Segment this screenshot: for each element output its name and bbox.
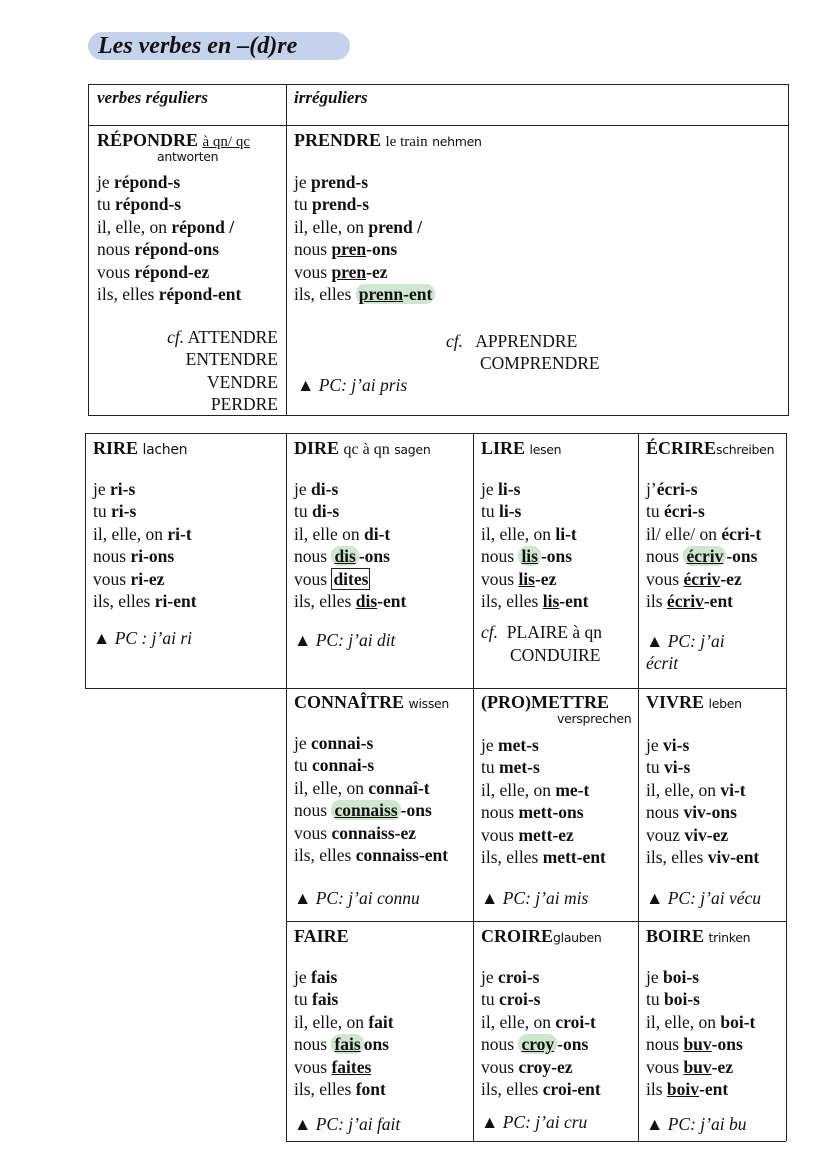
verb-card-prendre bbox=[294, 130, 774, 305]
translation-note: wissen bbox=[408, 696, 450, 711]
conjugation-line: vous écriv-ez bbox=[646, 568, 742, 589]
passe-compose: ▲ PC: j’ai bu bbox=[646, 1114, 747, 1135]
verb-card-mettre bbox=[481, 692, 632, 909]
conjugation-line: ils, elles mett-ent bbox=[481, 847, 606, 868]
conjugation-line: tu di-s bbox=[294, 501, 340, 522]
passe-compose: ▲ PC: j’ai vécu bbox=[646, 888, 761, 909]
verb-card-dire: DIRE qc à qn sagen je di-s tu di-s il, elle on di-t nous dis -ons vous dites ils, elles dis-ent ▲ PC: j’ai dit bbox=[294, 438, 431, 651]
translation-note: lachen bbox=[142, 442, 188, 458]
verb-preposition: à qn/ qc bbox=[202, 134, 250, 150]
conjugation-line: vous ri-ez bbox=[93, 568, 165, 589]
conjugation-line: il, elle, on connaî-t bbox=[294, 777, 430, 798]
conjugation-line: je di-s bbox=[294, 479, 339, 499]
conjugation-line: tu boi-s bbox=[646, 989, 700, 1010]
conjugation-line: ils, elles font bbox=[294, 1079, 386, 1100]
conjugation-line: tu écri-s bbox=[646, 501, 705, 522]
conjugation-line: je répond-s bbox=[97, 172, 181, 192]
verb-card-lire bbox=[481, 438, 602, 666]
passe-compose: ▲ PC: j’ai mis bbox=[481, 888, 589, 909]
translation-note: antworten bbox=[157, 149, 219, 164]
conjugation-line: il, elle, on répond / bbox=[97, 216, 235, 237]
triangle-icon: ▲ bbox=[294, 1114, 312, 1135]
conjugation-line: il, elle, on croi-t bbox=[481, 1011, 596, 1032]
verb-card-vivre bbox=[646, 692, 761, 909]
verb-card-connaitre bbox=[294, 692, 449, 909]
conjugation-line: nous buv-ons bbox=[646, 1034, 743, 1055]
conjugation-line: vous faites bbox=[294, 1056, 372, 1077]
verb-name: (PRO)METTRE bbox=[481, 692, 609, 712]
translation-note: glauben bbox=[553, 930, 602, 945]
verb-name: LIRE bbox=[481, 438, 526, 458]
conjugation-line: il, elle, on me-t bbox=[481, 779, 590, 800]
conjugation-line: vous buv-ez bbox=[646, 1056, 734, 1077]
verb-name: DIRE bbox=[294, 438, 340, 458]
conjugation-line: ils, elles ri-ent bbox=[93, 591, 197, 612]
conjugation-line: ils, elles viv-ent bbox=[646, 847, 760, 868]
conjugation-line: je li-s bbox=[481, 479, 521, 499]
conjugation-line: nous répond-ons bbox=[97, 239, 220, 260]
conjugation-line: nous ri-ons bbox=[93, 546, 175, 567]
verb-card-ecrire bbox=[646, 438, 774, 674]
verb-name: ÉCRIRE bbox=[646, 438, 717, 458]
col-header-irregular: irréguliers bbox=[294, 88, 368, 107]
conjugation-line: tu met-s bbox=[481, 757, 540, 778]
conjugation-line: nous dis -ons bbox=[294, 546, 390, 567]
conjugation-line: il, elle, on prend / bbox=[294, 216, 423, 237]
regular-irregular-table bbox=[88, 84, 789, 416]
translation-note: versprechen bbox=[557, 711, 632, 726]
triangle-icon: ▲ bbox=[481, 888, 499, 909]
verb-card-faire bbox=[294, 926, 400, 1135]
conjugation-line: tu ri-s bbox=[93, 501, 137, 522]
conjugation-line: vous répond-ez bbox=[97, 261, 210, 282]
triangle-icon: ▲ bbox=[646, 1114, 664, 1135]
passe-compose: ▲ PC: j’ai écrit bbox=[646, 631, 725, 674]
conjugation-line: tu fais bbox=[294, 989, 339, 1010]
conjugation-line: je met-s bbox=[481, 735, 539, 755]
conjugation-line: tu croi-s bbox=[481, 989, 541, 1010]
translation-note: lesen bbox=[529, 442, 562, 457]
conjugation-line: tu répond-s bbox=[97, 194, 182, 215]
triangle-icon: ▲ bbox=[294, 888, 312, 909]
conjugation-line: il/ elle/ on écri-t bbox=[646, 523, 762, 544]
passe-compose: ▲ PC: j’ai cru bbox=[481, 1112, 588, 1133]
passe-compose: ▲ PC : j’ai ri bbox=[93, 628, 192, 649]
translation-note: schreiben bbox=[716, 442, 775, 457]
verb-card-rire bbox=[93, 438, 197, 649]
conjugation-line: ils boiv-ent bbox=[646, 1079, 729, 1100]
conjugation-line: j’écri-s bbox=[646, 479, 698, 499]
triangle-icon: ▲ bbox=[93, 628, 111, 649]
conjugation-line: nous mett-ons bbox=[481, 802, 584, 823]
triangle-icon: ▲ bbox=[646, 631, 664, 652]
conjugation-line: vous croy-ez bbox=[481, 1056, 573, 1077]
conjugation-line: nous croy -ons bbox=[481, 1034, 589, 1055]
cf-list: cf. PLAIRE à qn CONDUIRE bbox=[481, 622, 603, 665]
conjugation-line: ils, elles lis-ent bbox=[481, 591, 589, 612]
conjugation-line: nous écriv -ons bbox=[646, 546, 758, 567]
verb-name: FAIRE bbox=[294, 926, 349, 946]
conjugation-line: nous lis -ons bbox=[481, 546, 573, 567]
conjugation-line: nous viv-ons bbox=[646, 802, 737, 823]
conjugation-line: vous dites bbox=[294, 568, 369, 589]
cf-list-regular: cf. ATTENDRE ENTENDRE VENDRE PERDRE bbox=[167, 327, 278, 415]
col-header-regular: verbes réguliers bbox=[97, 88, 208, 107]
conjugation-line: ils, elles répond-ent bbox=[97, 284, 242, 305]
translation-note: sagen bbox=[394, 442, 431, 457]
verb-example: le train bbox=[385, 134, 428, 150]
conjugation-line: je ri-s bbox=[93, 479, 136, 499]
translation-note: nehmen bbox=[432, 134, 482, 149]
conjugation-line: je vi-s bbox=[646, 735, 690, 755]
verb-name: CROIRE bbox=[481, 926, 554, 946]
conjugation-line: vous mett-ez bbox=[481, 824, 574, 845]
verb-name: PRENDRE bbox=[294, 130, 382, 150]
conjugation-line: ils, elles connaiss-ent bbox=[294, 845, 449, 866]
triangle-icon: ▲ bbox=[481, 1112, 499, 1133]
conjugation-line: il, elle, on boi-t bbox=[646, 1011, 756, 1032]
conjugation-line: je boi-s bbox=[646, 967, 699, 987]
conjugation-line: il, elle, on vi-t bbox=[646, 779, 746, 800]
conjugation-line: je connai-s bbox=[294, 733, 374, 753]
triangle-icon: ▲ bbox=[297, 375, 315, 395]
conjugation-line: ils, elles prenn-ent bbox=[294, 283, 774, 305]
conjugation-line: vous pren-ez bbox=[294, 261, 388, 282]
verb-card-repondre bbox=[97, 130, 282, 305]
conjugation-line: je prend-s bbox=[294, 172, 369, 192]
conjugation-line: tu connai-s bbox=[294, 755, 375, 776]
conjugation-line: nous pren-ons bbox=[294, 239, 398, 260]
translation-note: leben bbox=[708, 696, 742, 711]
conjugation-line: vous connaiss-ez bbox=[294, 822, 417, 843]
conjugation-line: je fais bbox=[294, 967, 338, 987]
conjugation-line: nous fais ons bbox=[294, 1034, 389, 1055]
passe-compose: ▲ PC: j’ai fait bbox=[294, 1114, 401, 1135]
conjugation-line: ils écriv-ent bbox=[646, 591, 733, 612]
conjugation-line: vouz viv-ez bbox=[646, 824, 729, 845]
page-title: Les verbes en –(d)re bbox=[88, 32, 350, 60]
verb-card-croire bbox=[481, 926, 601, 1133]
translation-note: trinken bbox=[708, 930, 751, 945]
conjugation-line: je croi-s bbox=[481, 967, 540, 987]
triangle-icon: ▲ bbox=[646, 888, 664, 909]
verb-name: RIRE bbox=[93, 438, 139, 458]
verb-name: RÉPONDRE bbox=[97, 130, 199, 150]
conjugation-line: il, elle, on li-t bbox=[481, 523, 577, 544]
passe-compose: ▲ PC: j’ai dit bbox=[294, 630, 396, 651]
passe-compose-prendre: ▲ PC: j’ai pris bbox=[297, 375, 408, 395]
cf-list-prendre: cf. APPRENDRE COMPRENDRE bbox=[446, 331, 600, 374]
conjugation-line: vous lis-ez bbox=[481, 568, 557, 589]
verb-card-boire bbox=[646, 926, 755, 1135]
conjugation-line: ils, elles dis-ent bbox=[294, 591, 407, 612]
conjugation-line: tu prend-s bbox=[294, 194, 370, 215]
conjugation-line: il, elle, on ri-t bbox=[93, 523, 192, 544]
conjugation-line: tu vi-s bbox=[646, 757, 691, 778]
conjugation-line: il, elle on di-t bbox=[294, 523, 391, 544]
verb-name: VIVRE bbox=[646, 692, 705, 712]
conjugation-line: il, elle, on fait bbox=[294, 1011, 394, 1032]
conjugation-line: ils, elles croi-ent bbox=[481, 1079, 601, 1100]
verb-name: CONNAÎTRE bbox=[294, 692, 405, 712]
triangle-icon: ▲ bbox=[294, 630, 312, 651]
conjugation-line: nous connaiss -ons bbox=[294, 800, 432, 821]
verb-name: BOIRE bbox=[646, 926, 705, 946]
passe-compose: ▲ PC: j’ai connu bbox=[294, 888, 420, 909]
conjugation-line: tu li-s bbox=[481, 501, 522, 522]
